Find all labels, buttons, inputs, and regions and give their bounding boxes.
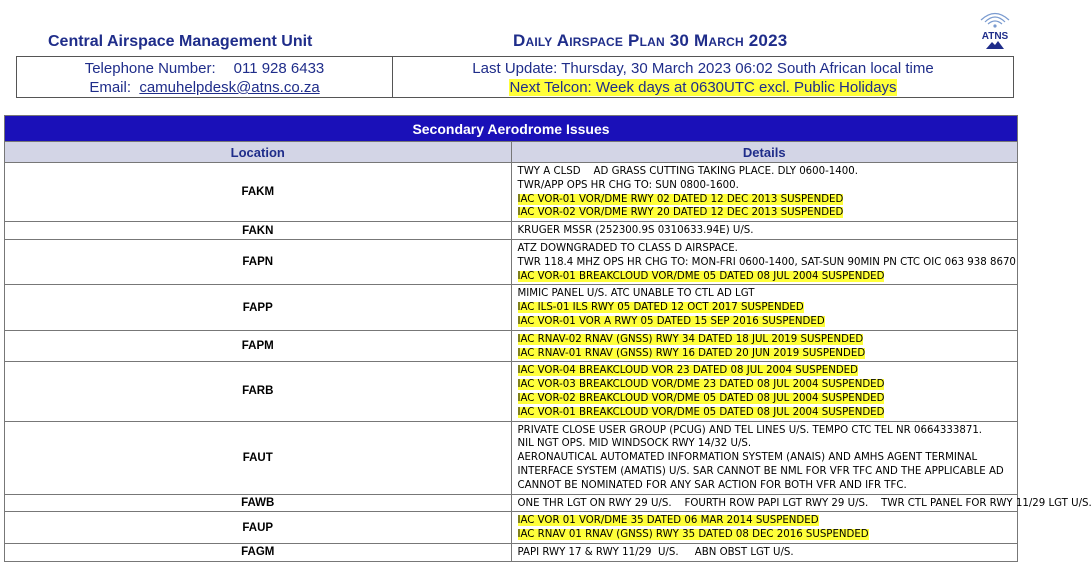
suspended-notice: IAC VOR-01 VOR A RWY 05 DATED 15 SEP 2016 SUSPENDED (517, 315, 825, 327)
details-cell (511, 494, 1092, 512)
detail-text: ATZ DOWNGRADED TO CLASS D AIRSPACE. (517, 242, 738, 254)
suspended-notice: IAC VOR-02 VOR/DME RWY 20 DATED 12 DEC 2013 SUSPENDED (517, 207, 844, 219)
telephone-line (17, 59, 392, 78)
detail-line (518, 528, 1014, 542)
contact-box (16, 56, 1014, 98)
detail-line (518, 270, 1014, 284)
details-cell (511, 330, 1018, 362)
detail-line (518, 364, 1014, 378)
email-link[interactable]: camuhelpdesk@atns.co.za (139, 79, 320, 96)
col-location-header: Location (5, 142, 512, 163)
detail-line (518, 514, 1014, 528)
detail-text: TWR/APP OPS HR CHG TO: SUN 0800-1600. (517, 179, 739, 191)
detail-line (518, 242, 1014, 256)
details-cell (511, 285, 1018, 330)
detail-line (518, 256, 1014, 270)
aerodrome-issues-table (4, 115, 1092, 562)
detail-line (518, 224, 1014, 238)
location-cell: FAPM (5, 330, 512, 362)
detail-line (518, 179, 1014, 193)
suspended-notice: IAC VOR-03 BREAKCLOUD VOR/DME 23 DATED 08 JUL 2004 SUSPENDED (517, 379, 885, 391)
location-cell: FARB (5, 362, 512, 421)
detail-text: TWR 118.4 MHZ OPS HR CHG TO: MON-FRI 0600-1400, SAT-SUN 90MIN PN CTC OIC 063 938 8670 (517, 256, 1016, 268)
detail-line (518, 392, 1014, 406)
table-row (5, 512, 1018, 544)
suspended-notice: IAC VOR-01 VOR/DME RWY 02 DATED 12 DEC 2013 SUSPENDED (517, 193, 844, 205)
detail-line (518, 347, 1014, 361)
detail-text: TWY A CLSD AD GRASS CUTTING TAKING PLACE. DLY 0600-1400. (517, 166, 858, 177)
detail-text: AERONAUTICAL AUTOMATED INFORMATION SYSTEM (ANAIS) AND AMHS AGENT TERMINAL INTERFACE SYSTEM (AMATIS) U/S. SAR CANNOT BE NML FOR VFR TFC AND THE APPLICABLE AD CANNOT BE NOMINATED FOR ANY SAR ACTION FOR BOTH VFR AND IFR TFC. (517, 452, 1004, 491)
table-row (5, 362, 1018, 421)
table-title: Secondary Aerodrome Issues (5, 116, 1018, 142)
suspended-notice: IAC VOR-01 BREAKCLOUD VOR/DME 05 DATED 08 JUL 2004 SUSPENDED (517, 270, 885, 282)
details-cell (511, 512, 1018, 544)
detail-text: PRIVATE CLOSE USER GROUP (PCUG) AND TEL LINES U/S. TEMPO CTC TEL NR 0664333871. (517, 424, 983, 436)
next-telcon: Next Telcon: Week days at 0630UTC excl. Public Holidays (509, 79, 897, 96)
detail-line (518, 315, 1014, 329)
detail-text: KRUGER MSSR (252300.9S 0310633.94E) U/S. (517, 225, 754, 237)
detail-line (518, 378, 1014, 392)
details-cell (511, 421, 1018, 494)
detail-text: ONE THR LGT ON RWY 29 U/S. FOURTH ROW PAPI LGT RWY 29 U/S. TWR CTL PANEL FOR RWY 11/29 LGT U/S. (517, 497, 1092, 509)
table-row (5, 543, 1018, 561)
location-cell: FAUP (5, 512, 512, 544)
suspended-notice: IAC VOR-02 BREAKCLOUD VOR/DME 05 DATED 08 JUL 2004 SUSPENDED (517, 392, 885, 404)
atns-logo (972, 6, 1018, 50)
detail-line (518, 451, 1014, 492)
detail-line (518, 301, 1014, 315)
detail-line (517, 497, 1092, 511)
detail-line (518, 424, 1014, 438)
detail-text: MIMIC PANEL U/S. ATC UNABLE TO CTL AD LGT (517, 288, 755, 300)
suspended-notice: IAC ILS-01 ILS RWY 05 DATED 12 OCT 2017 SUSPENDED (517, 302, 804, 314)
logo-text: ATNS (981, 31, 1009, 42)
details-cell (511, 239, 1018, 284)
col-details-header: Details (511, 142, 1018, 163)
suspended-notice: IAC VOR-01 BREAKCLOUD VOR/DME 05 DATED 08 JUL 2004 SUSPENDED (517, 406, 885, 418)
email-line (17, 78, 392, 97)
suspended-notice: IAC VOR-04 BREAKCLOUD VOR 23 DATED 08 JUL 2004 SUSPENDED (517, 365, 858, 377)
detail-line (518, 333, 1014, 347)
table-row (5, 330, 1018, 362)
detail-line (518, 546, 1014, 560)
details-cell (511, 362, 1018, 421)
details-cell (511, 222, 1018, 240)
location-cell: FAKM (5, 163, 512, 222)
telephone-label: Telephone Number: (84, 60, 216, 77)
suspended-notice: IAC RNAV 01 RNAV (GNSS) RWY 35 DATED 08 DEC 2016 SUSPENDED (517, 529, 869, 541)
detail-line (518, 206, 1014, 220)
detail-text: PAPI RWY 17 & RWY 11/29 U/S. ABN OBST LGT U/S. (517, 546, 794, 558)
table-row (5, 239, 1018, 284)
location-cell: FAUT (5, 421, 512, 494)
last-update: Last Update: Thursday, 30 March 2023 06:02 South African local time (472, 60, 934, 77)
table-row (5, 222, 1018, 240)
table-row (5, 285, 1018, 330)
table-row (5, 163, 1018, 222)
table-row (5, 421, 1018, 494)
detail-line (518, 406, 1014, 420)
details-cell (511, 163, 1018, 222)
plan-title: Daily Airspace Plan 30 March 2023 (513, 31, 788, 50)
detail-text: NIL NGT OPS. MID WINDSOCK RWY 14/32 U/S. (517, 438, 752, 450)
detail-line (518, 193, 1014, 207)
unit-name: Central Airspace Management Unit (48, 33, 313, 50)
details-cell (511, 543, 1018, 561)
detail-line (518, 165, 1014, 179)
suspended-notice: IAC RNAV-02 RNAV (GNSS) RWY 34 DATED 18 JUL 2019 SUSPENDED (517, 333, 864, 345)
location-cell: FAWB (5, 494, 512, 512)
table-row (5, 494, 1018, 512)
contact-left (17, 57, 393, 97)
suspended-notice: IAC VOR 01 VOR/DME 35 DATED 06 MAR 2014 SUSPENDED (517, 515, 819, 527)
location-cell: FAPP (5, 285, 512, 330)
location-cell: FAPN (5, 239, 512, 284)
location-cell: FAGM (5, 543, 512, 561)
email-label: Email: (89, 79, 131, 96)
location-cell: FAKN (5, 222, 512, 240)
suspended-notice: IAC RNAV-01 RNAV (GNSS) RWY 16 DATED 20 JUN 2019 SUSPENDED (517, 347, 866, 359)
telephone-value: 011 928 6433 (233, 60, 325, 77)
detail-line (518, 437, 1014, 451)
detail-line (518, 287, 1014, 301)
contact-right (393, 57, 1013, 97)
